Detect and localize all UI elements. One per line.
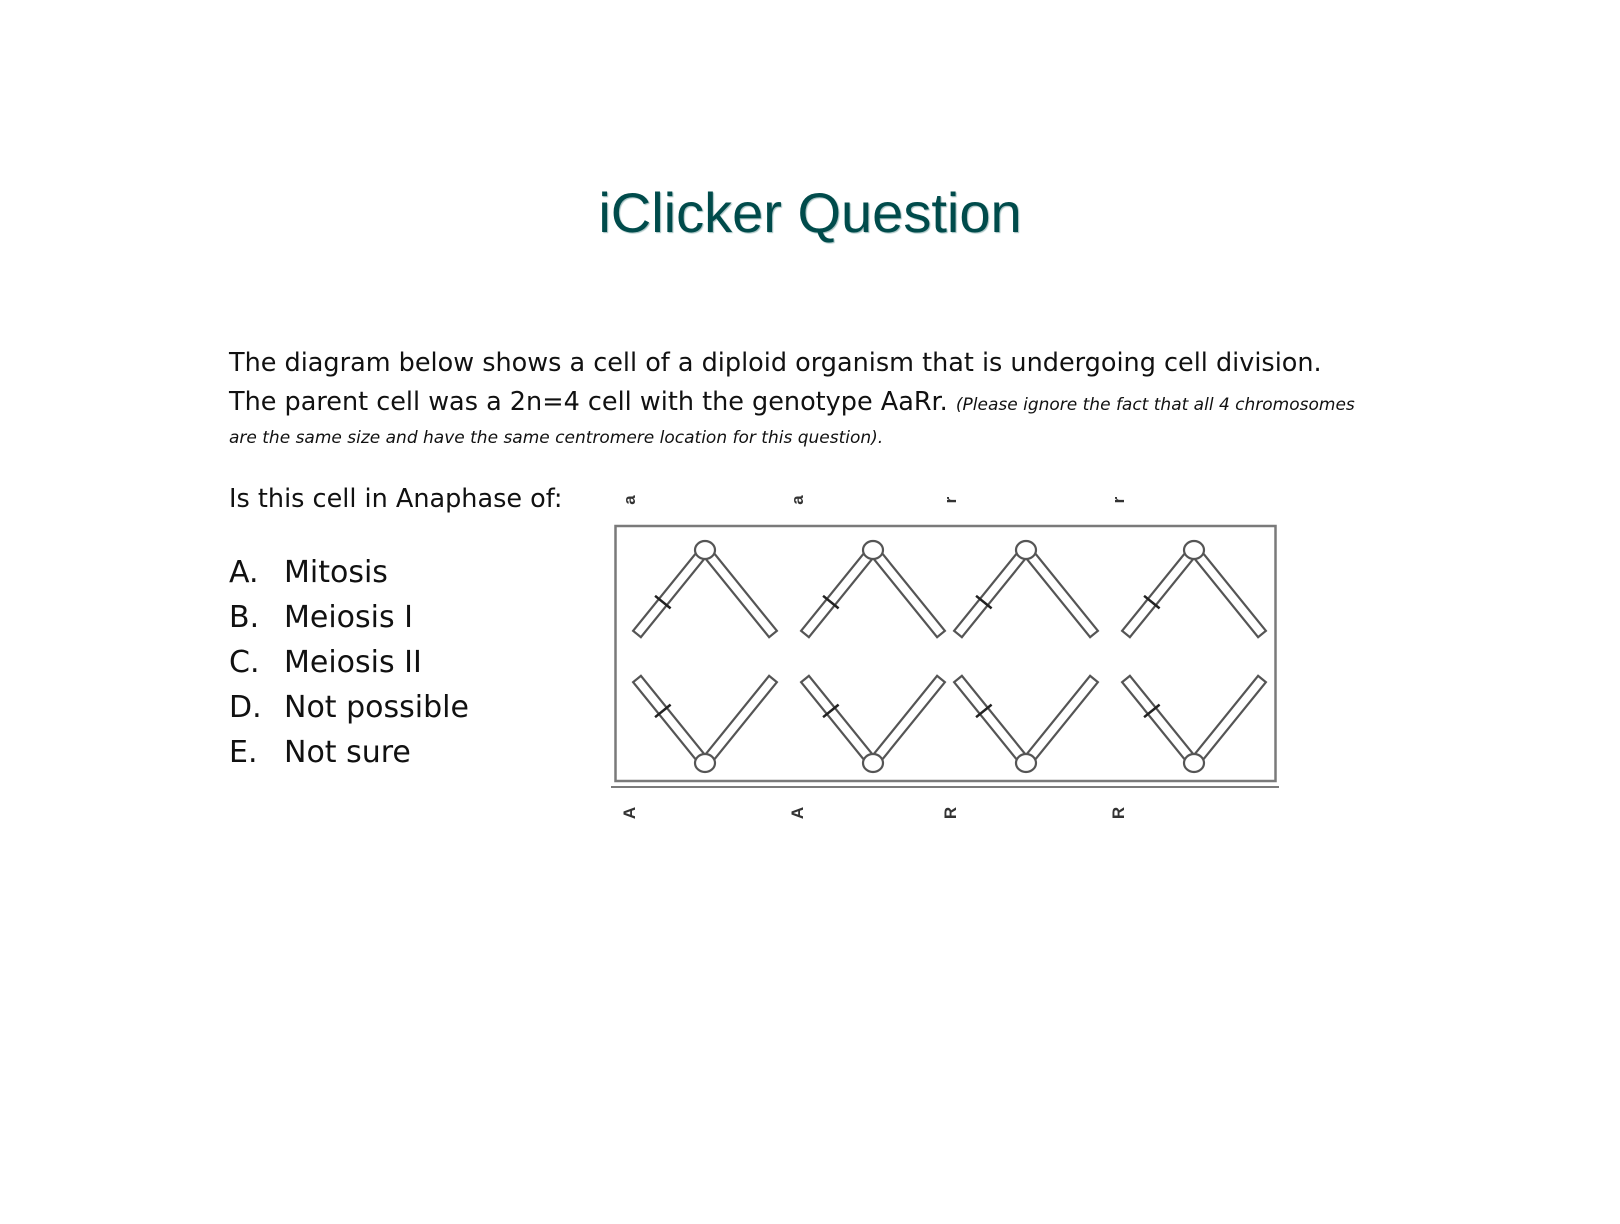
option-letter: E. <box>229 735 258 770</box>
allele-label-top: a <box>620 495 639 505</box>
option-text: Mitosis <box>284 555 388 590</box>
intro-line-2 <box>229 383 1429 425</box>
option-letter: A. <box>229 555 259 590</box>
option-d <box>229 685 469 730</box>
allele-label-top: r <box>941 496 960 504</box>
answer-options <box>229 550 469 775</box>
option-letter: D. <box>229 690 262 725</box>
centromere <box>1016 754 1036 772</box>
allele-label-bottom: A <box>620 806 639 820</box>
allele-label-bottom: A <box>788 806 807 820</box>
intro-line-2-text: The parent cell was a 2n=4 cell with the genotype AaRr. <box>229 387 948 417</box>
centromere <box>1184 754 1204 772</box>
centromere <box>1184 541 1204 559</box>
intro-line-1: The diagram below shows a cell of a diploid organism that is undergoing cell division. <box>229 348 1322 378</box>
intro-note-part2: are the same size and have the same centromere location for this question). <box>229 428 884 448</box>
allele-label-top: r <box>1109 496 1128 504</box>
option-e <box>229 730 469 775</box>
intro-note-part1: (Please ignore the fact that all 4 chromosomes <box>955 395 1355 415</box>
allele-label-bottom: R <box>941 806 960 820</box>
option-text: Meiosis II <box>284 645 422 680</box>
centromere <box>863 754 883 772</box>
centromere <box>695 541 715 559</box>
allele-label-bottom: R <box>1109 806 1128 820</box>
slide-title: iClicker Question <box>598 181 1022 244</box>
option-letter: C. <box>229 645 260 680</box>
question-prompt: Is this cell in Anaphase of: <box>229 484 563 514</box>
option-c <box>229 640 469 685</box>
centromere <box>863 541 883 559</box>
centromere <box>695 754 715 772</box>
option-a <box>229 550 469 595</box>
chromosome-diagram <box>615 495 1295 820</box>
allele-label-top: a <box>788 495 807 505</box>
option-b <box>229 595 469 640</box>
option-letter: B. <box>229 600 260 635</box>
option-text: Not possible <box>284 690 469 725</box>
question-intro <box>229 344 1429 451</box>
option-text: Not sure <box>284 735 411 770</box>
option-text: Meiosis I <box>284 600 414 635</box>
centromere <box>1016 541 1036 559</box>
